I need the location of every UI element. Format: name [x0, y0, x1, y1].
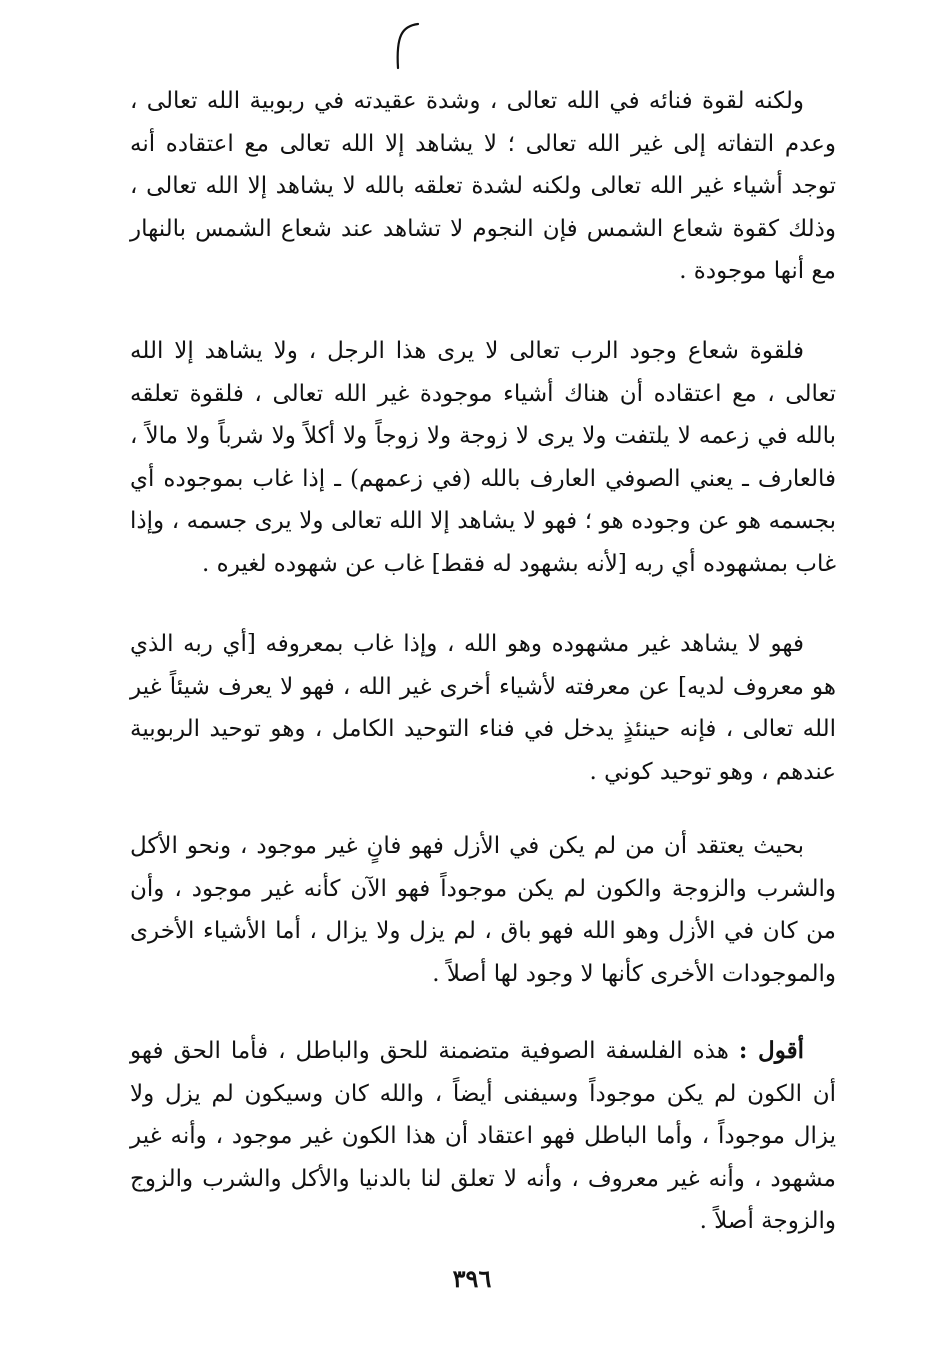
- page-number: ٣٩٦: [452, 1264, 492, 1293]
- page-corner-mark-icon: [388, 22, 428, 70]
- paragraph-3: فهو لا يشاهد غير مشهوده وهو الله ، وإذا غاب بمعروفه [أي ربه الذي هو معروف لديه] عن معرفته لأشياء أخرى غير الله ، فهو لا يعرف شيئاً غير الله تعالى ، فإنه حينئذٍ يدخل في فناء التوحيد الكامل ، وهو توحيد الربوبية عندهم ، وهو توحيد كوني .: [130, 631, 836, 785]
- paragraph-5: [130, 1030, 836, 1243]
- paragraph-5-text: هذه الفلسفة الصوفية متضمنة للحق والباطل ، فأما الحق فهو أن الكون لم يكن موجوداً وسيفنى أيضاً ، والله كان وسيكون لم يزل ولا يزال موجوداً ، وأما الباطل فهو اعتقاد أن هذا الكون غير موجود ، وأنه غير مشهود ، وأنه غير معروف ، وأنه لا تعلق لنا بالدنيا والأكل والشرب والزوج والزوجة أصلاً .: [130, 1038, 836, 1234]
- paragraph-5-lead: أقول :: [738, 1037, 804, 1064]
- paragraph-1: ولكنه لقوة فنائه في الله تعالى ، وشدة عقيدته في ربوبية الله تعالى ، وعدم التفاته إلى غير الله تعالى ؛ لا يشاهد إلا الله تعالى مع اعتقاده أنه توجد أشياء غير الله تعالى ولكنه لشدة تعلقه بالله لا يشاهد إلا الله تعالى ، وذلك كقوة شعاع الشمس فإن النجوم لا تشاهد عند شعاع الشمس بالنهار مع أنها موجودة .: [130, 88, 836, 284]
- paragraph-2: فلقوة شعاع وجود الرب تعالى لا يرى هذا الرجل ، ولا يشاهد إلا الله تعالى ، مع اعتقاده أن هناك أشياء موجودة غير الله تعالى ، فلقوة تعلقه بالله في زعمه لا يلتفت ولا يرى لا زوجة ولا زوجاً ولا أكلاً ولا شرباً ولا مالاً ، فالعارف ـ يعني الصوفي العارف بالله (في زعمهم) ـ إذا غاب بموجوده أي بجسمه هو عن وجوده هو ؛ فهو لا يشاهد إلا الله تعالى ولا يرى جسمه ، وإذا غاب بمشهوده أي ربه [لأنه بشهود له فقط] غاب عن شهوده لغيره .: [130, 338, 836, 577]
- paragraph-4: بحيث يعتقد أن من لم يكن في الأزل فهو فانٍ غير موجود ، ونحو الأكل والشرب والزوجة والكون لم يكن موجوداً فهو الآن كأنه غير موجود ، وأن من كان في الأزل وهو الله فهو باق ، لم يزل ولا يزال ، أما الأشياء الأخرى والموجودات الأخرى كأنها لا وجود لها أصلاً .: [130, 833, 836, 987]
